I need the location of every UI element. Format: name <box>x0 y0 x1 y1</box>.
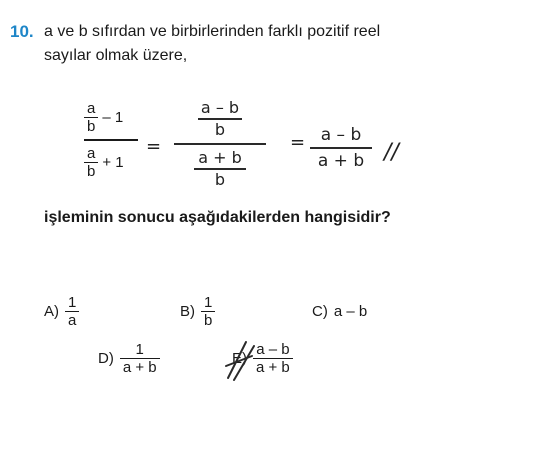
hw-top-num: a – b <box>200 98 240 117</box>
main-fraction-bar <box>84 139 138 141</box>
option-d[interactable] <box>98 341 160 376</box>
top-fraction-den: b <box>87 118 96 136</box>
handwritten-result <box>306 126 376 170</box>
option-b-label: B) <box>180 303 195 321</box>
option-d-den: a + b <box>122 359 157 377</box>
option-b-num: 1 <box>204 294 213 311</box>
hw-result-num: a – b <box>320 125 362 145</box>
question-prompt: işleminin sonucu aşağıdakilerden hangisidir? <box>44 209 391 226</box>
option-c[interactable] <box>312 303 367 320</box>
handwritten-equals-2: = <box>290 132 306 153</box>
hw-bot-num: a + b <box>198 148 242 167</box>
hw-main-bar <box>174 143 266 145</box>
question-stem-line1: a ve b sıfırdan ve birbirlerinden farklı pozitif reel <box>44 23 381 40</box>
option-b-fraction <box>201 294 215 329</box>
option-b-den: b <box>204 312 213 330</box>
option-a[interactable] <box>44 294 79 329</box>
option-a-fraction <box>65 294 79 329</box>
bottom-fraction-num: a <box>87 144 96 162</box>
hw-top-den: b <box>214 120 226 139</box>
top-fraction <box>84 100 98 135</box>
question-stem-line2: sayılar olmak üzere, <box>44 47 188 64</box>
option-e-num: a – b <box>256 341 290 358</box>
hw-result-den: a + b <box>317 151 365 171</box>
hw-result-bar <box>310 147 372 149</box>
handwritten-done-mark: // <box>384 140 399 165</box>
option-c-text: a – b <box>333 303 368 320</box>
bottom-fraction-den: b <box>87 162 96 180</box>
option-a-num: 1 <box>68 294 77 311</box>
top-operator: – 1 <box>102 109 124 127</box>
option-d-label: D) <box>98 350 114 368</box>
question-number: 10. <box>10 22 34 41</box>
answer-mark-icon <box>222 336 262 384</box>
handwritten-equals-1: = <box>146 136 162 157</box>
bottom-operator: + 1 <box>102 153 124 171</box>
hw-bot-den: b <box>214 170 226 189</box>
option-d-num: 1 <box>135 341 144 358</box>
option-e-label: E) <box>232 350 247 368</box>
top-fraction-num: a <box>87 100 96 117</box>
option-e-den: a + b <box>256 359 290 377</box>
bottom-fraction <box>84 145 98 180</box>
option-d-fraction <box>120 341 160 376</box>
option-a-label: A) <box>44 303 59 321</box>
option-b[interactable] <box>180 294 215 329</box>
printed-expression <box>84 100 138 180</box>
option-a-den: a <box>68 312 77 330</box>
option-c-label: C) <box>312 303 328 320</box>
handwritten-complex-fraction <box>170 100 270 188</box>
